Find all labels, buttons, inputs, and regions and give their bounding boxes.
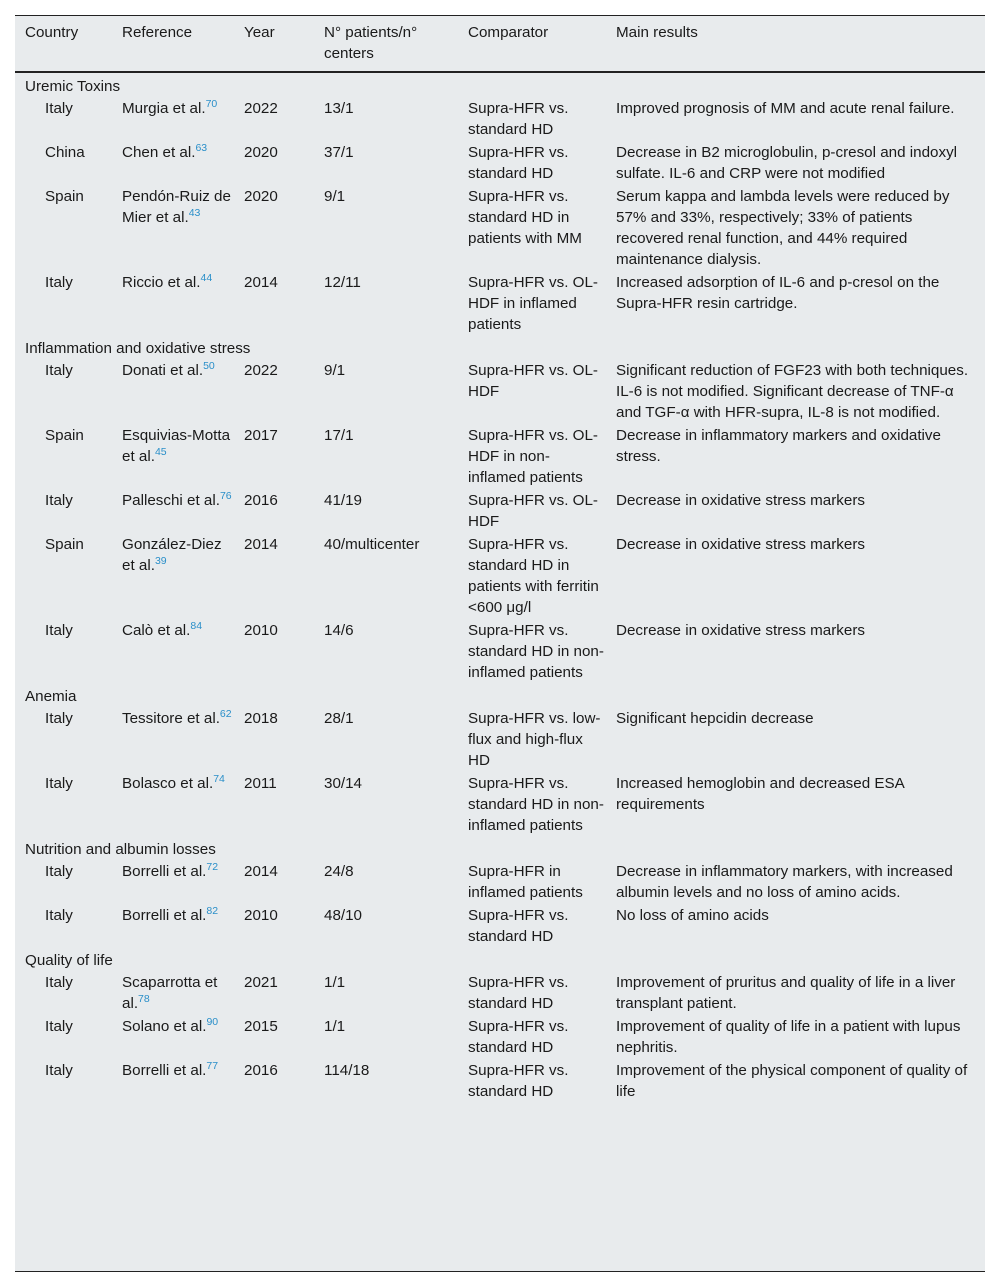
cell-year: 2011 (244, 775, 277, 792)
cell-comparator: Supra-HFR vs. standard HD (468, 1062, 569, 1100)
reference-link[interactable]: 76 (219, 489, 232, 502)
cell-country: Italy (45, 622, 73, 639)
reference-link[interactable]: 77 (206, 1059, 219, 1072)
table-row (15, 1059, 985, 1103)
table-row (15, 860, 985, 904)
cell-reference (122, 619, 244, 684)
table-row (15, 772, 985, 837)
cell-reference (122, 97, 244, 141)
reference-text: Tessitore et al. (122, 710, 220, 727)
table-row (15, 619, 985, 684)
table-row (15, 1015, 985, 1059)
table-row (15, 904, 985, 948)
cell-year: 2010 (244, 622, 278, 639)
section-title: Inflammation and oxidative stress (25, 340, 251, 357)
header-comparator: Comparator (468, 16, 616, 72)
cell-patients-centers: 37/1 (324, 144, 354, 161)
reference-link[interactable]: 74 (213, 772, 225, 785)
reference-link[interactable]: 63 (195, 141, 208, 154)
cell-main-results: Increased hemoglobin and decreased ESA requirements (616, 775, 904, 813)
cell-main-results: Decrease in B2 microglobulin, p-cresol and indoxyl sulfate. IL-6 and CRP were not modified (616, 144, 958, 182)
cell-main-results: Decrease in oxidative stress markers (616, 622, 865, 639)
table-row (15, 185, 985, 271)
reference-text: Donati et al. (122, 362, 204, 379)
header-main-results: Main results (616, 16, 985, 72)
reference-link[interactable]: 84 (190, 619, 203, 632)
cell-patients-centers: 28/1 (324, 710, 354, 727)
cell-year: 2014 (244, 274, 278, 291)
reference-text: Chen et al. (122, 144, 196, 161)
reference-text: Murgia et al. (122, 100, 206, 117)
section-row (15, 837, 985, 860)
cell-reference (122, 271, 244, 336)
cell-main-results: Significant hepcidin decrease (616, 710, 814, 727)
cell-comparator: Supra-HFR vs. standard HD (468, 907, 569, 945)
cell-patients-centers: 13/1 (324, 100, 354, 117)
cell-patients-centers: 24/8 (324, 863, 354, 880)
table-row (15, 97, 985, 141)
cell-reference (122, 185, 244, 271)
section-row (15, 336, 985, 359)
cell-main-results: Improvement of the physical component of quality of life (616, 1062, 968, 1100)
cell-main-results: No loss of amino acids (616, 907, 769, 924)
cell-patients-centers: 30/14 (324, 775, 363, 792)
reference-link[interactable]: 39 (154, 554, 167, 567)
cell-reference (122, 489, 244, 533)
table-row (15, 271, 985, 336)
cell-comparator: Supra-HFR vs. low-flux and high-flux HD (468, 710, 601, 769)
header-country: Country (15, 16, 122, 72)
cell-main-results: Improvement of pruritus and quality of life in a liver transplant patient. (616, 974, 956, 1012)
cell-patients-centers: 1/1 (324, 974, 346, 991)
section-title: Uremic Toxins (25, 78, 121, 95)
reference-link[interactable]: 90 (206, 1015, 219, 1028)
cell-comparator: Supra-HFR in inflamed patients (468, 863, 583, 901)
cell-year: 2020 (244, 188, 278, 205)
reference-link[interactable]: 72 (206, 860, 219, 873)
cell-main-results: Decrease in inflammatory markers and oxidative stress. (616, 427, 941, 465)
cell-comparator: Supra-HFR vs. standard HD (468, 100, 569, 138)
cell-main-results: Significant reduction of FGF23 with both techniques. IL-6 is not modified. Significant decrease of TNF-α and TGF-α with HFR-supra, IL-8 is not modified. (616, 362, 969, 421)
section-title: Anemia (25, 688, 77, 705)
cell-reference (122, 1015, 244, 1059)
studies-table-panel (15, 15, 985, 1272)
cell-patients-centers: 17/1 (324, 427, 354, 444)
table-row (15, 141, 985, 185)
cell-country: Spain (45, 536, 84, 553)
cell-country: Italy (45, 907, 73, 924)
cell-year: 2014 (244, 863, 278, 880)
cell-year: 2018 (244, 710, 278, 727)
cell-patients-centers: 114/18 (324, 1062, 370, 1079)
cell-main-results: Decrease in inflammatory markers, with increased albumin levels and no loss of amino acids. (616, 863, 953, 901)
cell-reference (122, 424, 244, 489)
cell-reference (122, 141, 244, 185)
table-row (15, 359, 985, 424)
cell-year: 2015 (244, 1018, 278, 1035)
table-row (15, 707, 985, 772)
header-patients-centers: N° patients/n° centers (324, 16, 468, 72)
cell-comparator: Supra-HFR vs. standard HD in non-inflamed patients (468, 775, 604, 834)
section-title: Quality of life (25, 952, 113, 969)
cell-reference (122, 772, 244, 837)
cell-patients-centers: 9/1 (324, 188, 346, 205)
cell-reference (122, 533, 244, 619)
cell-country: Italy (45, 274, 73, 291)
cell-reference (122, 971, 244, 1015)
cell-year: 2010 (244, 907, 278, 924)
cell-patients-centers: 9/1 (324, 362, 346, 379)
cell-patients-centers: 40/multicenter (324, 536, 420, 553)
cell-comparator: Supra-HFR vs. standard HD in non-inflamed patients (468, 622, 604, 681)
cell-country: Italy (45, 100, 73, 117)
cell-country: Italy (45, 1018, 73, 1035)
reference-link[interactable]: 45 (154, 445, 167, 458)
cell-patients-centers: 14/6 (324, 622, 354, 639)
cell-country: Italy (45, 362, 73, 379)
reference-link[interactable]: 82 (206, 904, 219, 917)
cell-comparator: Supra-HFR vs. standard HD (468, 974, 569, 1012)
reference-text: Palleschi et al. (122, 492, 220, 509)
cell-year: 2016 (244, 1062, 278, 1079)
cell-country: Italy (45, 863, 73, 880)
table-body (15, 72, 985, 1103)
reference-link[interactable]: 50 (203, 359, 215, 372)
reference-text: Scaparrotta et al. (122, 974, 218, 1012)
cell-comparator: Supra-HFR vs. standard HD (468, 1018, 569, 1056)
reference-text: Esquivias-Motta et al. (122, 427, 231, 465)
cell-patients-centers: 1/1 (324, 1018, 346, 1035)
cell-year: 2022 (244, 100, 278, 117)
header-year: Year (244, 16, 324, 72)
reference-text: Bolasco et al. (122, 775, 214, 792)
reference-text: Borrelli et al. (122, 863, 207, 880)
reference-text: Riccio et al. (122, 274, 201, 291)
cell-comparator: Supra-HFR vs. OL-HDF in non-inflamed patients (468, 427, 598, 486)
cell-main-results: Improvement of quality of life in a patient with lupus nephritis. (616, 1018, 961, 1056)
cell-country: Spain (45, 188, 84, 205)
cell-comparator: Supra-HFR vs. standard HD in patients with ferritin <600 μg/l (468, 536, 599, 616)
cell-patients-centers: 48/10 (324, 907, 363, 924)
cell-main-results: Improved prognosis of MM and acute renal failure. (616, 100, 955, 117)
reference-link[interactable]: 43 (188, 206, 201, 219)
cell-comparator: Supra-HFR vs. OL-HDF (468, 492, 598, 530)
section-row (15, 684, 985, 707)
cell-year: 2022 (244, 362, 278, 379)
cell-country: Spain (45, 427, 84, 444)
section-row (15, 948, 985, 971)
cell-main-results: Decrease in oxidative stress markers (616, 536, 865, 553)
reference-text: González-Diez et al. (122, 536, 222, 574)
cell-year: 2020 (244, 144, 278, 161)
cell-reference (122, 1059, 244, 1103)
cell-comparator: Supra-HFR vs. standard HD in patients with MM (468, 188, 582, 247)
reference-link[interactable]: 62 (219, 707, 232, 720)
cell-main-results: Serum kappa and lambda levels were reduced by 57% and 33%, respectively; 33% of patients recovered renal function, and 44% required maintenance dialysis. (616, 188, 950, 268)
table-row (15, 533, 985, 619)
cell-patients-centers: 12/11 (324, 274, 361, 291)
section-row (15, 72, 985, 97)
cell-year: 2014 (244, 536, 278, 553)
reference-link[interactable]: 44 (200, 271, 213, 284)
cell-comparator: Supra-HFR vs. OL-HDF (468, 362, 598, 400)
cell-year: 2016 (244, 492, 278, 509)
cell-country: Italy (45, 492, 73, 509)
reference-text: Pendón-Ruiz de Mier et al. (122, 188, 231, 226)
cell-country: Italy (45, 974, 73, 991)
reference-link[interactable]: 78 (138, 992, 150, 1005)
cell-country: Italy (45, 775, 73, 792)
studies-table (15, 16, 985, 1103)
cell-country: China (45, 144, 85, 161)
table-header-row (15, 16, 985, 72)
cell-year: 2021 (244, 974, 278, 991)
cell-year: 2017 (244, 427, 278, 444)
header-reference: Reference (122, 16, 244, 72)
table-row (15, 971, 985, 1015)
cell-reference (122, 707, 244, 772)
cell-reference (122, 904, 244, 948)
cell-main-results: Decrease in oxidative stress markers (616, 492, 865, 509)
reference-text: Solano et al. (122, 1018, 207, 1035)
reference-text: Borrelli et al. (122, 1062, 207, 1079)
cell-main-results: Increased adsorption of IL-6 and p-cresol on the Supra-HFR resin cartridge. (616, 274, 940, 312)
reference-text: Calò et al. (122, 622, 191, 639)
cell-reference (122, 860, 244, 904)
cell-country: Italy (45, 710, 73, 727)
table-row (15, 424, 985, 489)
section-title: Nutrition and albumin losses (25, 841, 216, 858)
reference-link[interactable]: 70 (205, 97, 218, 110)
cell-country: Italy (45, 1062, 73, 1079)
cell-reference (122, 359, 244, 424)
cell-patients-centers: 41/19 (324, 492, 363, 509)
table-row (15, 489, 985, 533)
reference-text: Borrelli et al. (122, 907, 207, 924)
cell-comparator: Supra-HFR vs. standard HD (468, 144, 569, 182)
cell-comparator: Supra-HFR vs. OL-HDF in inflamed patients (468, 274, 598, 333)
